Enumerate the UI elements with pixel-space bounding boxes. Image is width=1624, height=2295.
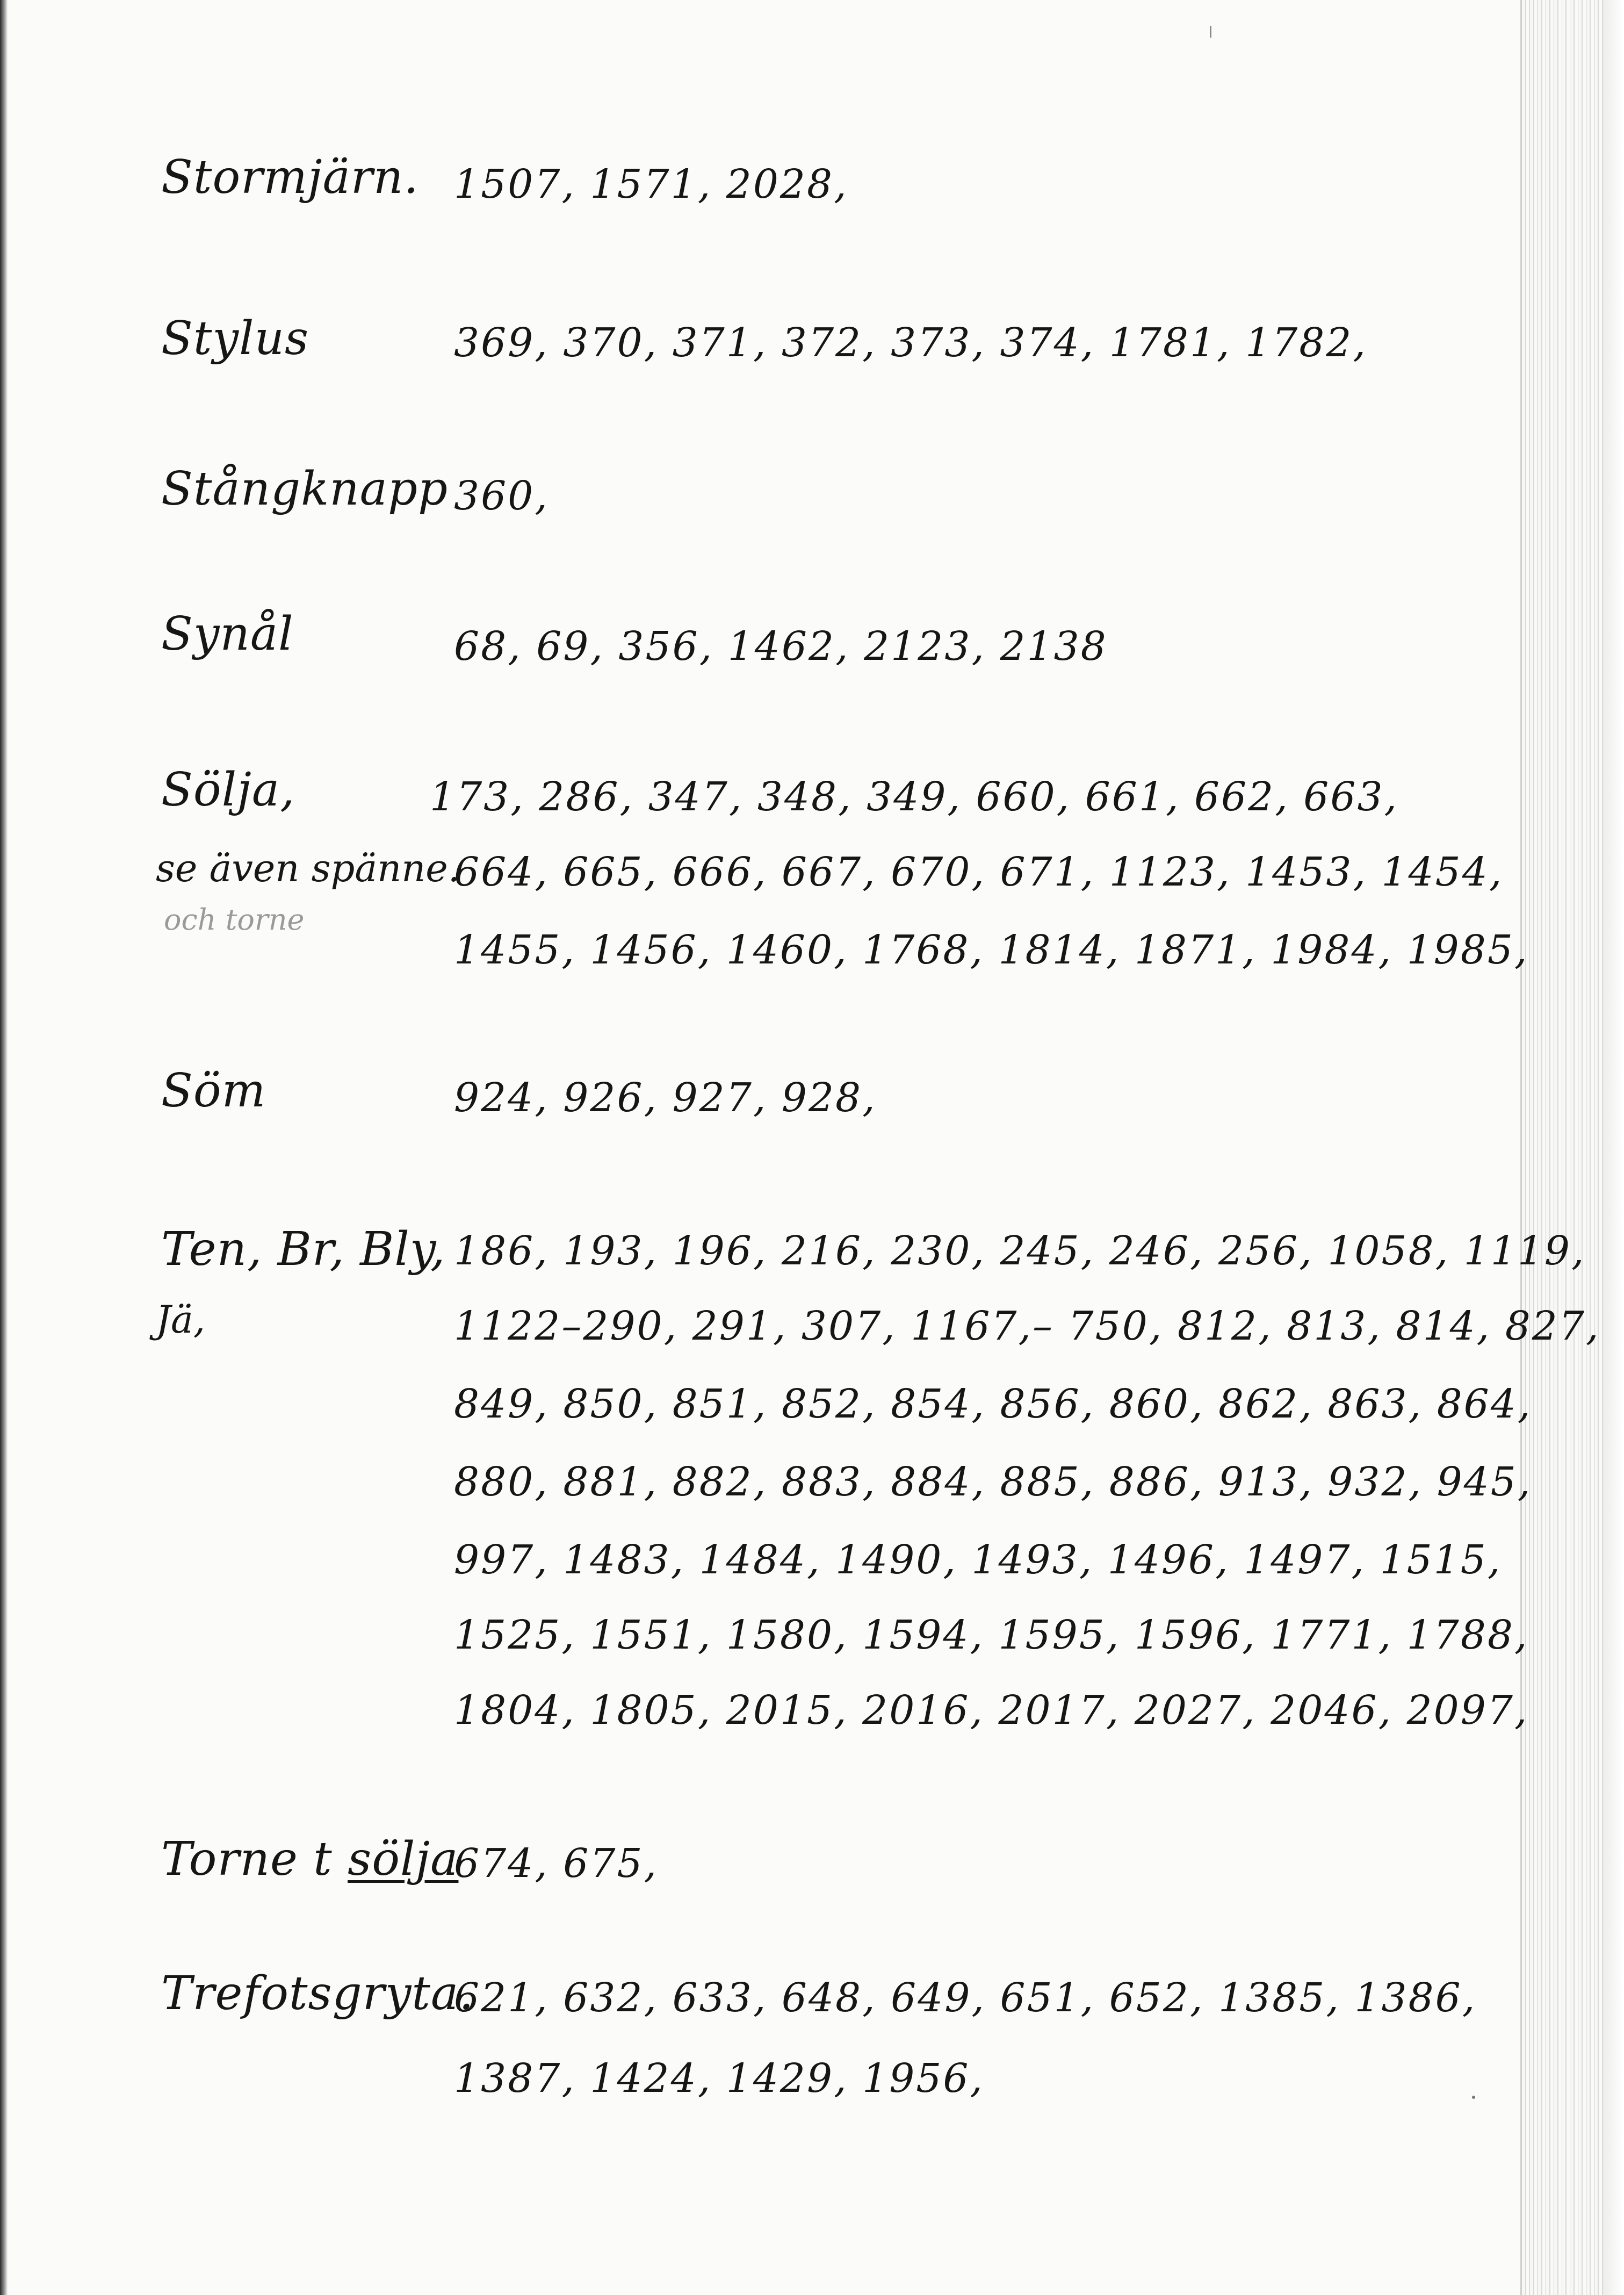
entry-term (161, 1832, 458, 1886)
entry-refs-line: 880, 881, 882, 883, 884, 885, 886, 913, 932, 945, (454, 1459, 1532, 1505)
entry-see-also: se även spänne. (156, 846, 460, 890)
entry-refs-line: 1525, 1551, 1580, 1594, 1595, 1596, 1771, 1788, (454, 1612, 1529, 1658)
entry-term-prefix: Torne t (161, 1832, 333, 1886)
entry-term: Synål (161, 607, 294, 661)
page-stack-edge (1520, 0, 1624, 2295)
entry-refs-line: 1804, 1805, 2015, 2016, 2017, 2027, 2046, 2097, (454, 1687, 1529, 1733)
entry-faint-note: och torne (164, 903, 305, 937)
entry-term: Trefotsgryta. (161, 1967, 474, 2020)
entry-refs-line: 173, 286, 347, 348, 349, 660, 661, 662, 663, (430, 774, 1399, 820)
entry-refs-line: 360, (454, 473, 549, 519)
entry-term: Stångknapp (161, 462, 449, 516)
entry-term: Ten, Br, Bly, (161, 1222, 446, 1276)
entry-subterm: Jä, (156, 1298, 206, 1342)
entry-refs-line: 621, 632, 633, 648, 649, 651, 652, 1385, 1386, (454, 1975, 1477, 2021)
entry-refs-line: 924, 926, 927, 928, (454, 1075, 877, 1121)
entry-refs-line: 664, 665, 666, 667, 670, 671, 1123, 1453, 1454, (454, 849, 1504, 895)
entry-refs-line: 369, 370, 371, 372, 373, 374, 1781, 1782, (454, 320, 1367, 366)
entry-term: Stormjärn. (161, 150, 419, 204)
entry-refs-line: 186, 193, 196, 216, 230, 245, 246, 256, 1058, 1119, (454, 1228, 1586, 1274)
entry-refs-line: 1455, 1456, 1460, 1768, 1814, 1871, 1984, 1985, (454, 927, 1529, 973)
entry-refs-line: 1122–290, 291, 307, 1167,– 750, 812, 813, 814, 827, (454, 1303, 1600, 1349)
entry-refs-line: 1507, 1571, 2028, (454, 161, 848, 207)
entry-term: Stylus (161, 312, 309, 365)
entry-refs-line: 1387, 1424, 1429, 1956, (454, 2055, 984, 2102)
binding-edge (0, 0, 8, 2295)
entry-refs-line: 997, 1483, 1484, 1490, 1493, 1496, 1497, 1515, (454, 1537, 1502, 1583)
entry-refs-line: 849, 850, 851, 852, 854, 856, 860, 862, 863, 864, (454, 1381, 1532, 1427)
entry-term-crossref: sölja (348, 1832, 459, 1886)
entry-term: Sölja, (161, 763, 295, 817)
pencil-tick-mark (1210, 26, 1211, 38)
entry-refs-line: 68, 69, 356, 1462, 2123, 2138 (454, 623, 1108, 670)
paper-speck (1472, 2096, 1475, 2099)
entry-term: Söm (161, 1064, 266, 1118)
entry-refs-line: 674, 675, (454, 1840, 659, 1887)
